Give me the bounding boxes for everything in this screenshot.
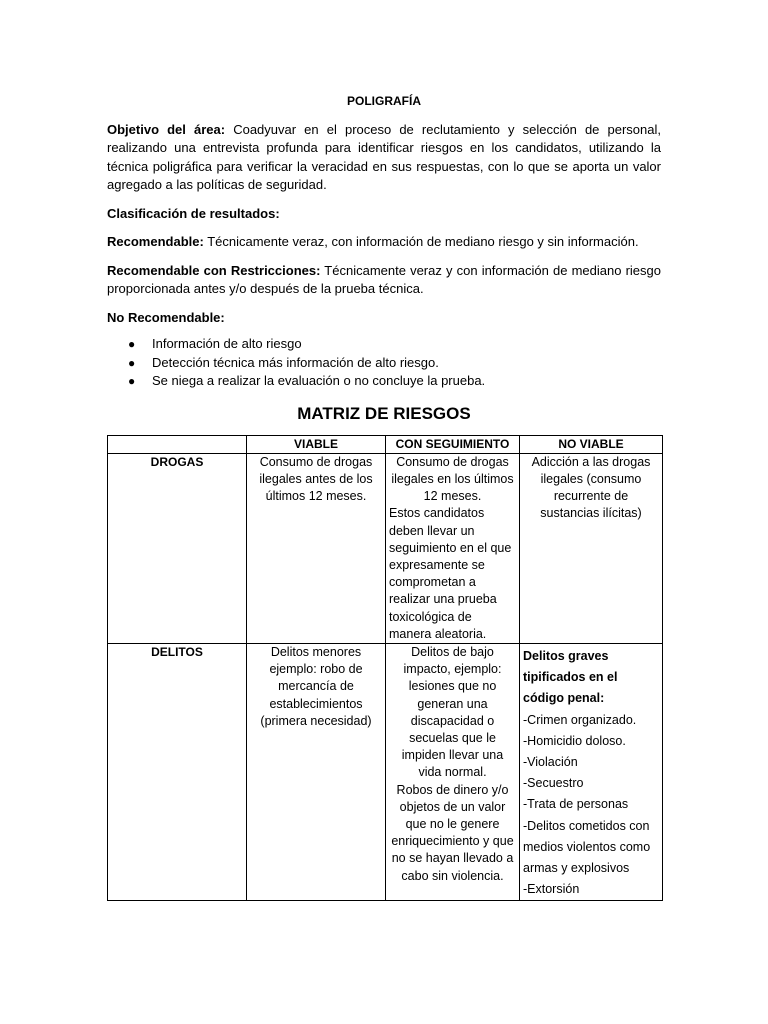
recommended-paragraph xyxy=(107,233,661,252)
no-viable-item: -Trata de personas xyxy=(523,797,629,812)
header-no-viable: NO VIABLE xyxy=(520,435,663,453)
table-row-drogas xyxy=(108,453,663,643)
header-empty xyxy=(108,435,247,453)
no-viable-item: -Violación xyxy=(523,754,578,769)
matrix-title: MATRIZ DE RIESGOS xyxy=(297,403,471,423)
not-recommended-heading: No Recomendable: xyxy=(107,309,225,325)
delitos-viable-cell: Delitos menores ejemplo: robo de mercancía de establecimientos (primera necesidad) xyxy=(247,643,386,900)
drogas-no-viable-cell: Adicción a las drogas ilegales (consumo recurrente de sustancias ilícitas) xyxy=(520,453,663,643)
no-viable-item: -Extorsión xyxy=(523,882,580,897)
row-label-delitos: DELITOS xyxy=(108,643,247,900)
table-row-delitos xyxy=(108,643,663,900)
bullet-icon: ● xyxy=(128,337,136,351)
page-title: POLIGRAFÍA xyxy=(347,94,421,108)
recommended-restrictions-text: Técnicamente veraz y con información de mediano riesgo proporcionada antes y/o después de la prueba técnica. xyxy=(107,262,661,296)
row-label-drogas: DROGAS xyxy=(108,453,247,643)
bullet-icon: ● xyxy=(128,355,136,370)
objective-text: Coadyuvar en el proceso de reclutamiento y selección de personal, realizando una entrevista profunda para identificar riesgos en los candidatos, utilizando la técnica poligráfica para verificar la veracidad en sus respuestas, con lo que se aporta un valor agregado a las políticas de seguridad. xyxy=(107,121,662,192)
drogas-viable-cell: Consumo de drogas ilegales antes de los últimos 12 meses. xyxy=(247,453,386,643)
no-viable-item: -Delitos cometidos con medios violentos como armas y explosivos xyxy=(523,818,651,875)
header-viable: VIABLE xyxy=(247,435,386,453)
no-viable-item: -Homicidio doloso. xyxy=(523,733,626,748)
header-con-seguimiento: CON SEGUIMIENTO xyxy=(386,435,520,453)
objective-label: Objetivo del área: xyxy=(107,121,226,137)
drogas-seguimiento-cell: Consumo de drogas ilegales en los últimos 12 meses. Estos candidatos deben llevar un seguimiento en el que expresamente se comprometan a realizar una prueba toxicológica de manera aleatoria. xyxy=(386,453,520,643)
recommended-restrictions-label: Recomendable con Restricciones: xyxy=(107,262,321,278)
recommended-label: Recomendable: xyxy=(107,234,204,249)
no-viable-item: -Secuestro xyxy=(523,776,584,791)
bullet-icon: ● xyxy=(128,374,136,388)
list-item: ● Información de alto riesgo xyxy=(152,335,661,354)
delitos-no-viable-cell xyxy=(520,643,663,900)
no-viable-item: -Crimen organizado. xyxy=(523,712,637,727)
risk-matrix-table xyxy=(107,435,663,902)
objective-paragraph xyxy=(107,121,661,195)
classification-heading: Clasificación de resultados: xyxy=(107,205,280,221)
recommended-text: Técnicamente veraz, con información de mediano riesgo y sin información. xyxy=(203,234,639,249)
document-body xyxy=(107,92,661,901)
delitos-seguimiento-cell: Delitos de bajo impacto, ejemplo: lesiones que no generan una discapacidad o secuelas que le impiden llevar una vida normal. Robos de dinero y/o objetos de un valor que no le genere enriquecimiento y que no se hayan llevado a cabo sin violencia. xyxy=(386,643,520,900)
no-viable-heading: Delitos graves tipificados en el código penal: xyxy=(523,648,618,706)
table-header-row xyxy=(108,435,663,453)
recommended-restrictions-paragraph xyxy=(107,262,661,299)
not-recommended-list xyxy=(107,335,661,391)
list-item: ● Se niega a realizar la evaluación o no concluye la prueba. xyxy=(152,372,661,391)
list-item: ● Detección técnica más información de alto riesgo. xyxy=(152,354,661,373)
